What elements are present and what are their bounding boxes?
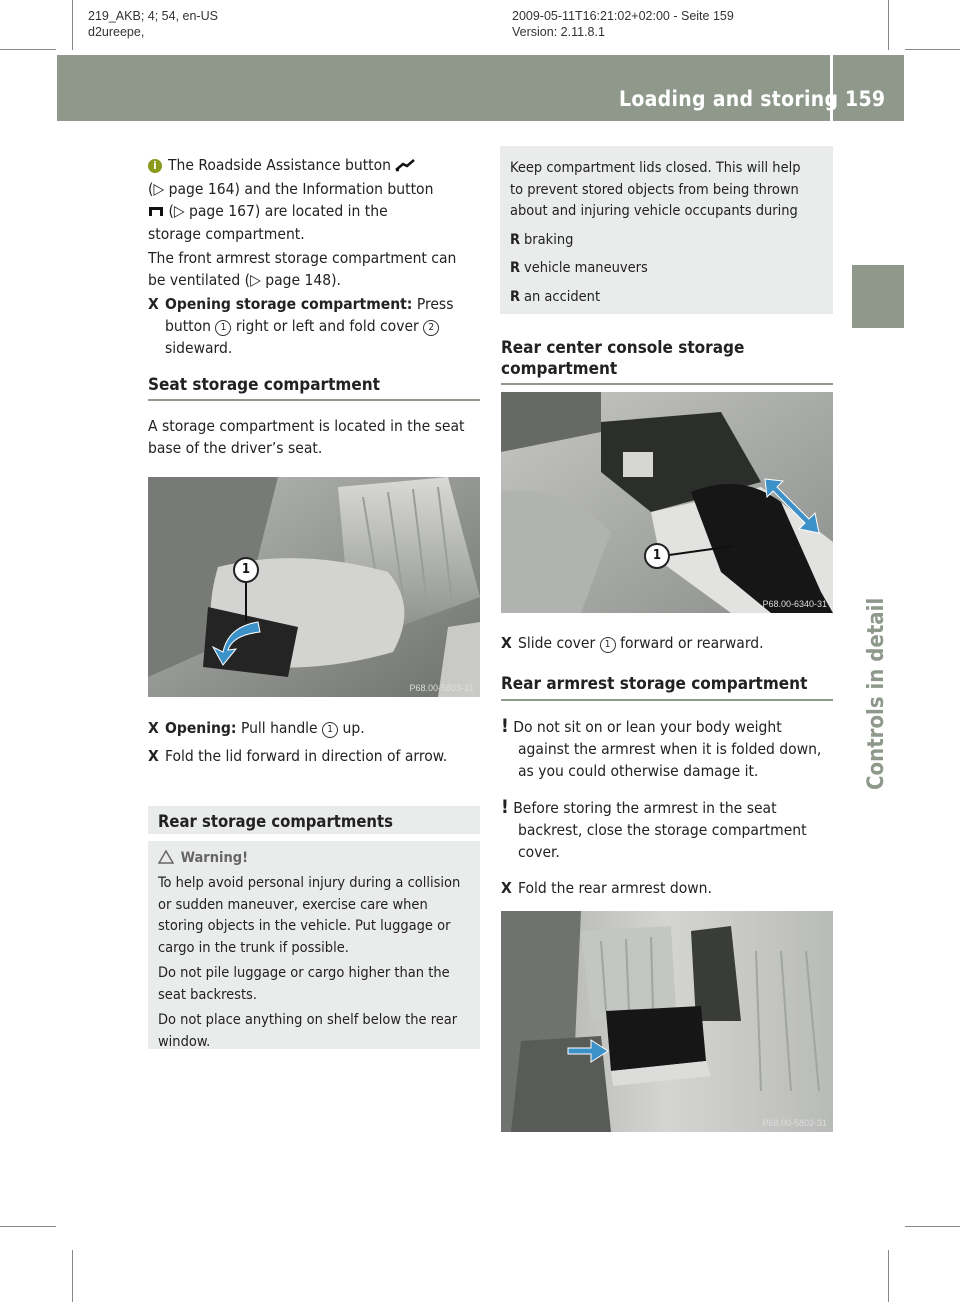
bullet-text: braking <box>524 231 574 248</box>
step-marker: X <box>148 295 159 313</box>
body-text: Do not sit on or lean your body weight <box>513 718 782 736</box>
roadside-assistance-icon <box>395 156 415 178</box>
section-heading-line: Rear center console storage <box>501 338 745 358</box>
warning-title: Warning! <box>180 850 249 866</box>
slide-step <box>501 632 841 654</box>
section-heading-line: compartment <box>501 359 618 379</box>
notice-1 <box>501 715 841 782</box>
step-label: Opening: <box>165 719 237 737</box>
heading-rule <box>501 383 833 385</box>
body-text: be ventilated (▷ page 148). <box>148 271 341 289</box>
fold-step <box>148 745 482 767</box>
opening-step <box>148 293 482 359</box>
print-meta-left <box>88 8 218 40</box>
warning-line: Do not pile luggage or cargo higher than the <box>158 965 450 981</box>
meta-line: 219_AKB; 4; 54, en-US <box>88 9 218 23</box>
crop-mark <box>905 49 960 50</box>
bullet-marker: R <box>510 288 521 305</box>
heading-rule <box>148 399 480 401</box>
info-text: The Roadside Assistance button <box>168 156 392 174</box>
left-column <box>148 154 482 459</box>
body-text: forward or rearward. <box>620 634 764 652</box>
info-icon: i <box>148 159 162 173</box>
section-heading: Rear storage compartments <box>158 812 393 831</box>
info-para <box>148 154 482 245</box>
body-text: Slide cover <box>518 634 596 652</box>
photo-caption: P68.00-5803-31 <box>409 683 474 693</box>
page-number: 159 <box>845 87 886 111</box>
chapter-tab <box>852 265 904 328</box>
left-column-lower <box>148 717 482 767</box>
body-text: Fold the rear armrest down. <box>518 879 712 897</box>
body-text: A storage compartment is located in the seat <box>148 417 465 435</box>
seat-storage-photo <box>148 477 480 697</box>
warning-line: seat backrests. <box>158 986 257 1003</box>
body-text: cover. <box>518 843 560 861</box>
notice-2 <box>501 796 841 863</box>
chapter-side-label <box>864 598 889 790</box>
step-label: Opening storage compartment: <box>165 295 413 313</box>
crop-mark <box>888 0 889 50</box>
notice-icon: ! <box>501 796 509 818</box>
heading-rule <box>501 699 833 701</box>
page-title: Loading and storing <box>619 87 839 111</box>
callout-leader <box>245 582 247 622</box>
step-marker: X <box>501 879 512 897</box>
section-heading: Seat storage compartment <box>148 375 380 395</box>
body-text: against the armrest when it is folded down, <box>518 740 822 758</box>
body-text: as you could otherwise damage it. <box>518 762 759 780</box>
crop-mark <box>0 1226 56 1227</box>
bullet-text: vehicle maneuvers <box>524 260 648 276</box>
box-line: to prevent stored objects from being thrown <box>510 181 799 198</box>
meta-line: Version: 2.11.8.1 <box>512 25 605 39</box>
body-text: Fold the lid forward in direction of arrow. <box>165 747 448 765</box>
side-tab-text: Controls in detail <box>864 597 889 790</box>
step-marker: X <box>148 747 159 765</box>
warning-line: or sudden maneuver, exercise care when <box>158 896 428 913</box>
box-bullet <box>510 258 832 280</box>
opening-step-2 <box>148 717 482 739</box>
body-text: Before storing the armrest in the seat <box>513 799 777 817</box>
warning-line: window. <box>158 1033 211 1050</box>
double-arrow-icon <box>763 477 823 537</box>
crop-mark <box>905 1226 960 1227</box>
body-text: right or left and fold cover <box>235 317 419 335</box>
warning-text <box>158 873 478 1053</box>
body-text: Pull handle <box>240 719 318 737</box>
step-marker: X <box>501 634 512 652</box>
meta-line: d2ureepe, <box>88 25 145 39</box>
warning-continued-box <box>500 146 833 314</box>
body-text: up. <box>342 719 365 737</box>
crop-mark <box>0 49 56 50</box>
body-text: backrest, close the storage compartment <box>518 821 807 839</box>
rear-armrest-photo <box>501 911 833 1132</box>
callout-ref-1: 1 <box>215 320 231 336</box>
info-text: (▷ page 167) are located in the <box>168 202 388 220</box>
body-text: button <box>165 317 211 335</box>
callout-ref-1: 1 <box>322 722 338 738</box>
bullet-marker: R <box>510 260 521 276</box>
box-line: Keep compartment lids closed. This will help <box>510 160 801 176</box>
fold-down-step <box>501 877 841 899</box>
bullet-text: an accident <box>524 288 601 305</box>
box-text <box>510 158 832 308</box>
center-console-heading <box>501 338 833 385</box>
callout-1: 1 <box>233 557 259 583</box>
information-button-icon <box>148 201 164 223</box>
notice-icon: ! <box>501 715 509 737</box>
section-heading: Rear armrest storage compartment <box>501 674 808 694</box>
warning-line: To help avoid personal injury during a collision <box>158 875 461 891</box>
box-line: about and injuring vehicle occupants during <box>510 203 798 219</box>
step-marker: X <box>148 719 159 737</box>
box-bullet <box>510 287 832 309</box>
callout-ref-1: 1 <box>600 637 616 653</box>
body-text: base of the driver’s seat. <box>148 439 323 457</box>
meta-line: 2009-05-11T16:21:02+02:00 - Seite 159 <box>512 9 734 23</box>
rear-storage-heading-box <box>148 806 480 834</box>
seat-para <box>148 415 482 459</box>
photo-caption: P68.00-6340-31 <box>762 599 827 609</box>
bullet-marker: R <box>510 231 521 248</box>
crop-mark <box>888 1250 889 1302</box>
crop-mark <box>72 0 73 50</box>
info-text: storage compartment. <box>148 225 305 243</box>
center-console-photo <box>501 392 833 613</box>
crop-mark <box>72 1250 73 1302</box>
ventilation-para <box>148 247 482 291</box>
print-meta-right <box>512 8 734 40</box>
warning-line: storing objects in the vehicle. Put luggage or <box>158 918 451 934</box>
body-text: sideward. <box>165 339 233 357</box>
box-bullet <box>510 230 832 252</box>
warning-triangle-icon <box>158 849 174 868</box>
warning-line: Do not place anything on shelf below the rear <box>158 1012 458 1028</box>
body-text: The front armrest storage compartment can <box>148 249 457 267</box>
info-text: (▷ page 164) and the Information button <box>148 180 434 198</box>
callout-1: 1 <box>644 543 670 569</box>
right-column-middle <box>501 632 841 899</box>
body-text: Press <box>416 295 454 313</box>
warning-box <box>148 841 480 1049</box>
photo-caption: P68.00-5802-31 <box>762 1118 827 1128</box>
warning-header <box>158 847 248 868</box>
arrow-icon <box>566 1036 611 1066</box>
warning-line: cargo in the trunk if possible. <box>158 939 349 956</box>
callout-ref-2: 2 <box>423 320 439 336</box>
arrow-icon <box>208 617 268 667</box>
